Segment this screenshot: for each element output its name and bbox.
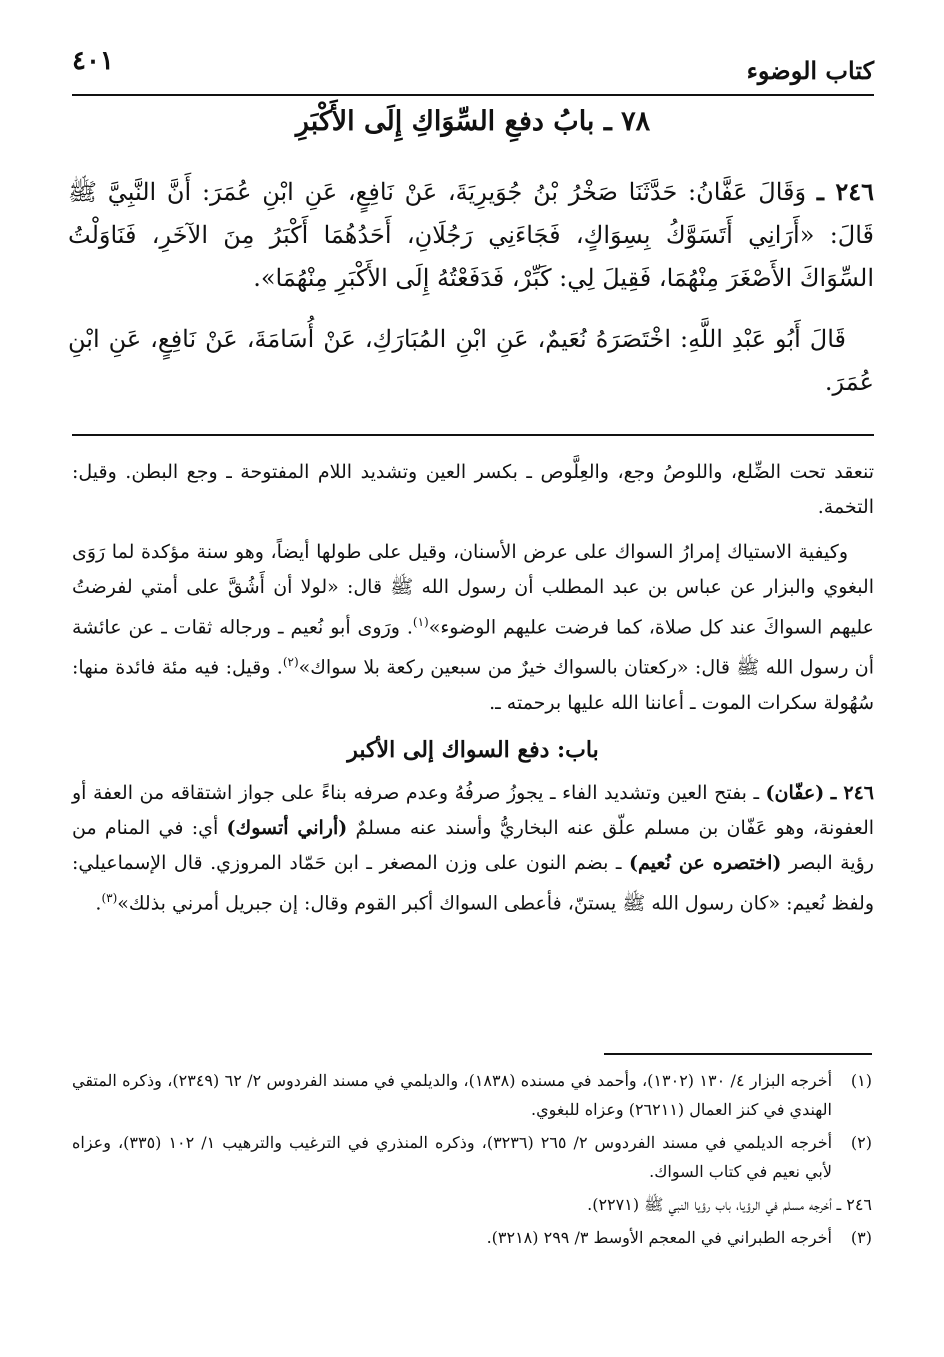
bold-term: (أراني أتسوك) <box>226 816 348 839</box>
footnote-mark: ٢٤٦ ـ <box>836 1195 872 1214</box>
commentary-paragraph: تنعقد تحت الضِّلع، واللوصُ وجع، والعِلَّوص ـ بكسر العين وتشديد اللام المفتوحة ـ وجع البطن. وقيل: التخمة. <box>72 461 874 518</box>
footnote-ref[interactable]: (٣) <box>101 890 118 905</box>
commentary <box>72 455 874 931</box>
footnote-text: أخرجه مسلم في الرؤيا، باب رؤيا النبي ﷺ (٢٢٧١). <box>587 1195 832 1214</box>
footnote-ref[interactable]: (١) <box>412 615 429 629</box>
commentary-paragraph <box>72 776 874 921</box>
footnote <box>72 1066 872 1124</box>
bold-term: (عفّان) <box>765 781 825 804</box>
footnote-mark: (٣) <box>850 1228 872 1247</box>
paragraph-text: أي: في المنام من رؤية البصر <box>72 816 874 874</box>
paragraph-text: ـ بفتح العين وتشديد الفاء ـ يجوزُ صرفُهُ وعدم صرفه بناءً على جواز اشتقاقه من العفة أو العفونة، وهو عَفّان بن مسلم علّق عنه البخاريُّ وأسند عنه مسلمٌ <box>72 781 875 839</box>
hadith-number: ٢٤٦ ـ <box>816 177 874 206</box>
hadith-text <box>68 170 874 300</box>
running-title: كتاب الوضوء <box>746 56 874 85</box>
footnote-mark: (٢) <box>850 1133 872 1152</box>
paragraph-text: ـ بضم النون على وزن المصغر ـ ابن حَمّاد المروزي. قال الإسماعيلي: ولفظ نُعيم: «كان رسول الله ﷺ يستنّ، فأعطى السواك أكبر القوم وقال: إن جبريل أمرني بذلك» <box>72 851 874 914</box>
footnote-text: أخرجه الطبراني في المعجم الأوسط ٣/ ٢٩٩ (٣٢١٨). <box>486 1228 832 1247</box>
footnote-mark: (١) <box>850 1071 872 1090</box>
footnote-text: أخرجه البزار ٤/ ١٣٠ (١٣٠٢)، وأحمد في مسنده (١٨٣٨)، والديلمي في مسند الفردوس ٢/ ٦٢ (٢٣٤٩)، وذكره المتقي الهندي في كنز العمال (٢٦٢١١) وعزاه للبغوي. <box>72 1071 833 1119</box>
hadith-body: وَقَالَ عَفَّانُ: حَدَّثَنَا صَخْرُ بْنُ جُوَيرِيَةَ، عَنْ نَافِعٍ، عَنِ ابْنِ عُمَرَ: أَنَّ النَّبِيَّ ﷺ قَالَ: «أَرَانِي أَتَسَوَّكُ بِسِوَاكٍ، فَجَاءَنِي رَجُلَانِ، أَحَدُهُمَا أَكْبَرُ مِنَ الآخَرِ، فَنَاوَلْتُ السِّوَاكَ الأَصْغَرَ مِنْهُمَا، فَقِيلَ لِي: كَبِّرْ، فَدَفَعْتُهُ إِلَى الأَكْبَرِ مِنْهُمَا». <box>68 178 874 292</box>
footnote-ref[interactable]: (٢) <box>282 655 299 670</box>
section-title: باب: دفع السواك إلى الأكبر <box>347 736 599 763</box>
text-divider <box>72 434 874 436</box>
paragraph-text: وكيفية الاستياك إمرارُ السواك على عرض الأسنان، وقيل على طولها أيضاً، وهو سنة مؤكدة لما رَوَى البغوي والبزار عن عباس بن عبد المطلب أن رسول الله ﷺ قال: «لولا أن أَشُقَّ على أمتي لفرضتُ عليهم السواكَ عند كل صلاة، كما فرضت عليهم الوضوء» <box>72 541 875 639</box>
footnote-divider <box>604 1053 872 1055</box>
paragraph-text: . <box>95 891 102 914</box>
footnote-text: أخرجه الديلمي في مسند الفردوس ٢/ ٢٦٥ (٣٢٣٦)، وذكره المنذري في الترغيب والترهيب ١/ ١٠٢ (٣٣٥)، وعزاه لأبي نعيم في كتاب السواك. <box>72 1133 833 1181</box>
footnote <box>72 1223 872 1252</box>
commentary-paragraph <box>72 535 874 721</box>
paragraph-text: . وقيل: فيه مئة فائدة منها: سُهُولة سكرات الموت ـ أعاننا الله عليها برحمته ـ. <box>72 656 874 714</box>
page-header <box>72 42 874 96</box>
hadith-note: قَالَ أَبُو عَبْدِ اللَّهِ: اخْتَصَرَهُ نُعَيمٌ، عَنِ ابْنِ المُبَارَكِ، عَنْ أُسَامَةَ، عَنْ نَافِعٍ، عَنِ ابْنِ عُمَرَ. <box>68 325 874 396</box>
footnote <box>72 1128 872 1186</box>
chapter-title: ٧٨ ـ بابُ دفعِ السِّوَاكِ إِلَى الأَكْبَرِ <box>295 106 651 137</box>
footnote <box>72 1190 872 1219</box>
bold-term: (اختصره عن نُعيم) <box>628 851 782 874</box>
paragraph-text: . ورَوى أبو نُعيم ـ ورجاله ثقات ـ عن عائشة أن رسول الله ﷺ قال: «ركعتان بالسواك خيرٌ من سبعين ركعة بلا سواك» <box>72 616 874 679</box>
page-number: ٤٠١ <box>72 46 114 76</box>
entry-number: ٢٤٦ ـ <box>830 781 875 804</box>
footnotes <box>72 1066 872 1256</box>
